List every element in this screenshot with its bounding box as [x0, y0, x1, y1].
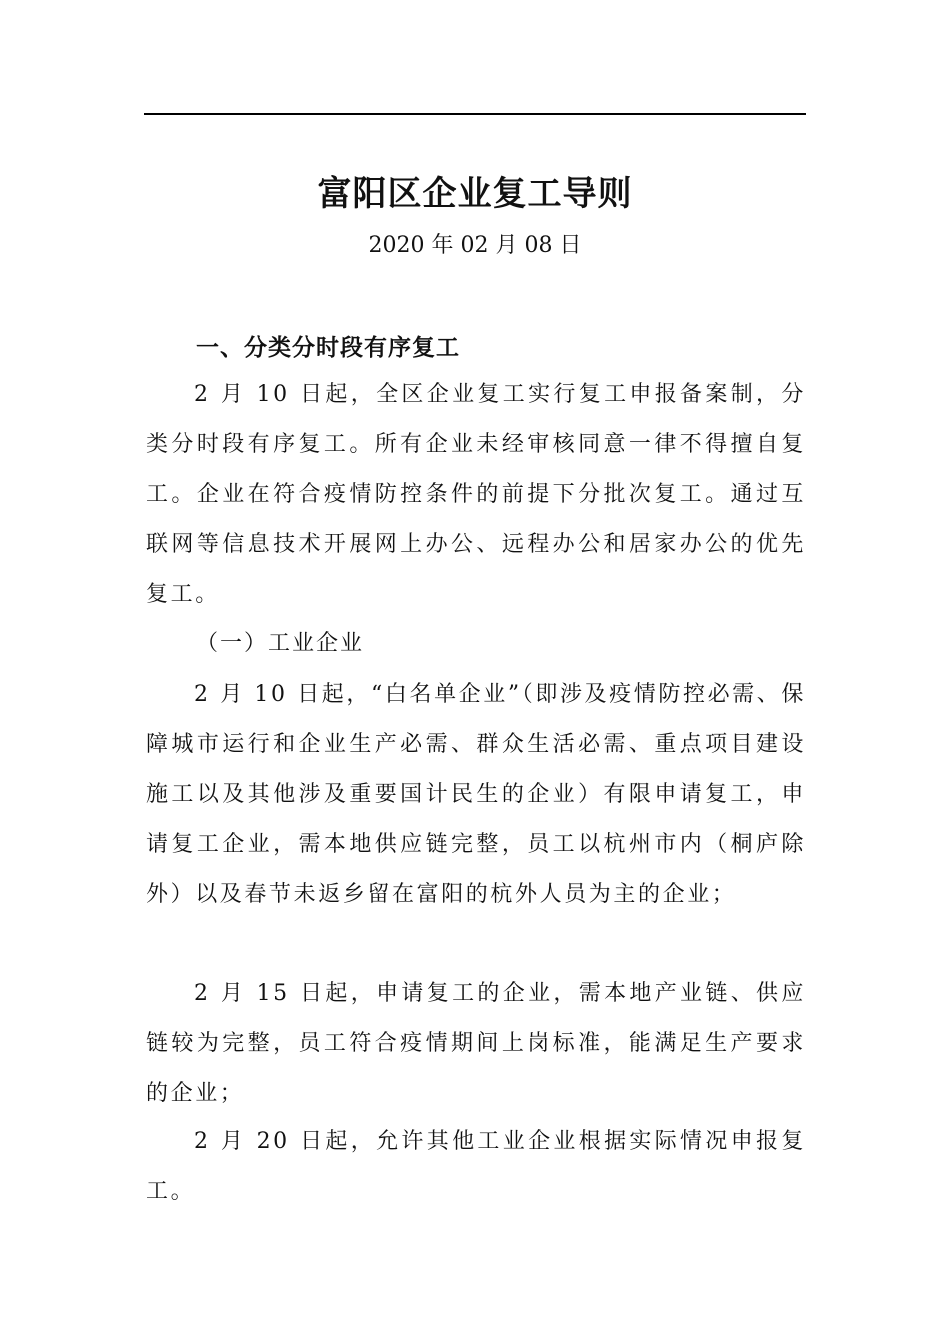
header-rule [144, 113, 806, 115]
document-title: 富阳区企业复工导则 [317, 174, 633, 214]
paragraph-feb20: 2 月 20 日起，允许其他工业企业根据实际情况申报复工。 [146, 1129, 806, 1204]
subsection-heading: （一）工业企业 [196, 631, 365, 656]
paragraph-feb15: 2 月 15 日起，申请复工的企业，需本地产业链、供应链较为完整，员工符合疫情期间上岗标准，能满足生产要求的企业； [146, 981, 806, 1106]
section-intro-paragraph: 2 月 10 日起，全区企业复工实行复工申报备案制，分类分时段有序复工。所有企业未经审核同意一律不得擅自复工。企业在符合疫情防控条件的前提下分批次复工。通过互联网等信息技术开展网上办公、远程办公和居家办公的优先复工。 [146, 382, 806, 607]
paragraph-feb10: 2 月 10 日起，“白名单企业”（即涉及疫情防控必需、保障城市运行和企业生产必需、群众生活必需、重点项目建设施工以及其他涉及重要国计民生的企业）有限申请复工，申请复工企业，需本地供应链完整，员工以杭州市内（桐庐除外）以及春节未返乡留在富阳的杭外人员为主的企业； [146, 682, 806, 907]
section-heading: 一、分类分时段有序复工 [196, 335, 460, 361]
document-date: 2020 年 02 月 08 日 [368, 233, 582, 258]
